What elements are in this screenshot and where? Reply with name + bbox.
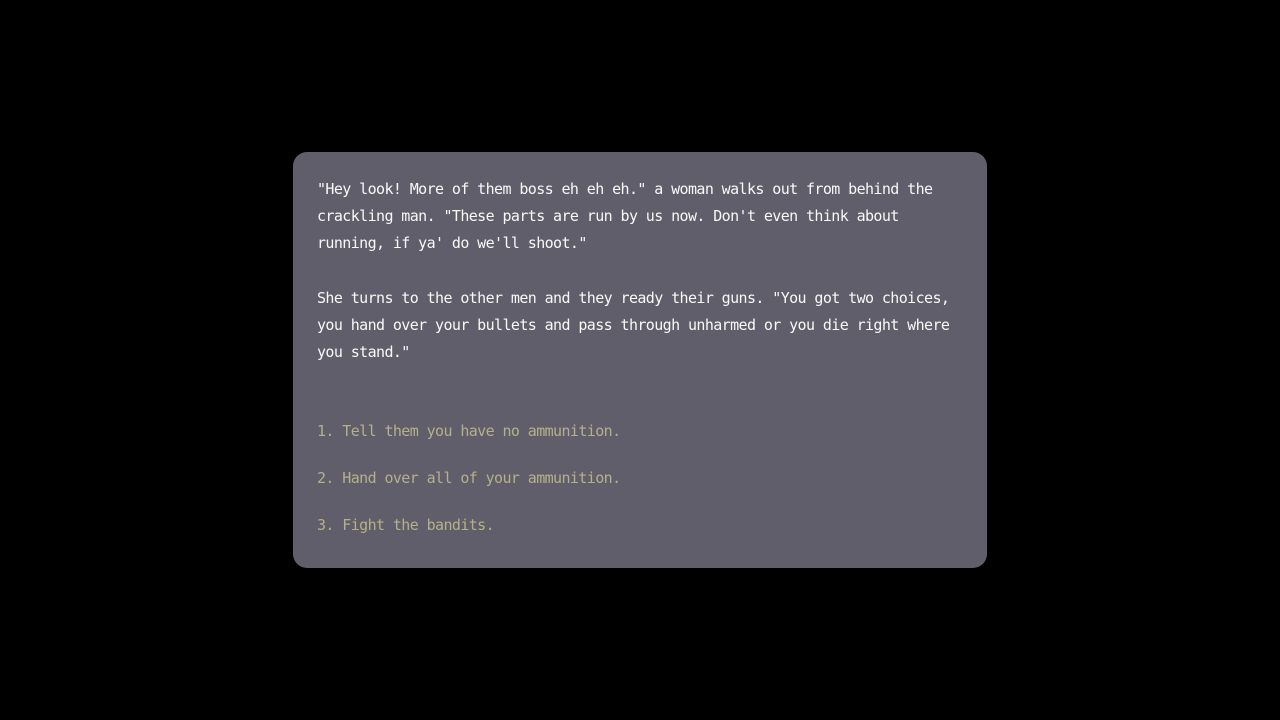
choice-option-1[interactable]: 1. Tell them you have no ammunition. [317,422,621,440]
story-paragraph-1: "Hey look! More of them boss eh eh eh." a woman walks out from behind the crackling man. "These parts are run by us now. Don't even think about running, if ya' do we'll shoot." [317,180,941,252]
choice-option-2[interactable]: 2. Hand over all of your ammunition. [317,469,621,487]
choice-option-3[interactable]: 3. Fight the bandits. [317,516,495,534]
choice-list [317,418,957,539]
story-dialog-panel [293,152,987,568]
story-paragraph-2: She turns to the other men and they ready their guns. "You got two choices, you hand over your bullets and pass through unharmed or you die right where you stand." [317,289,958,361]
